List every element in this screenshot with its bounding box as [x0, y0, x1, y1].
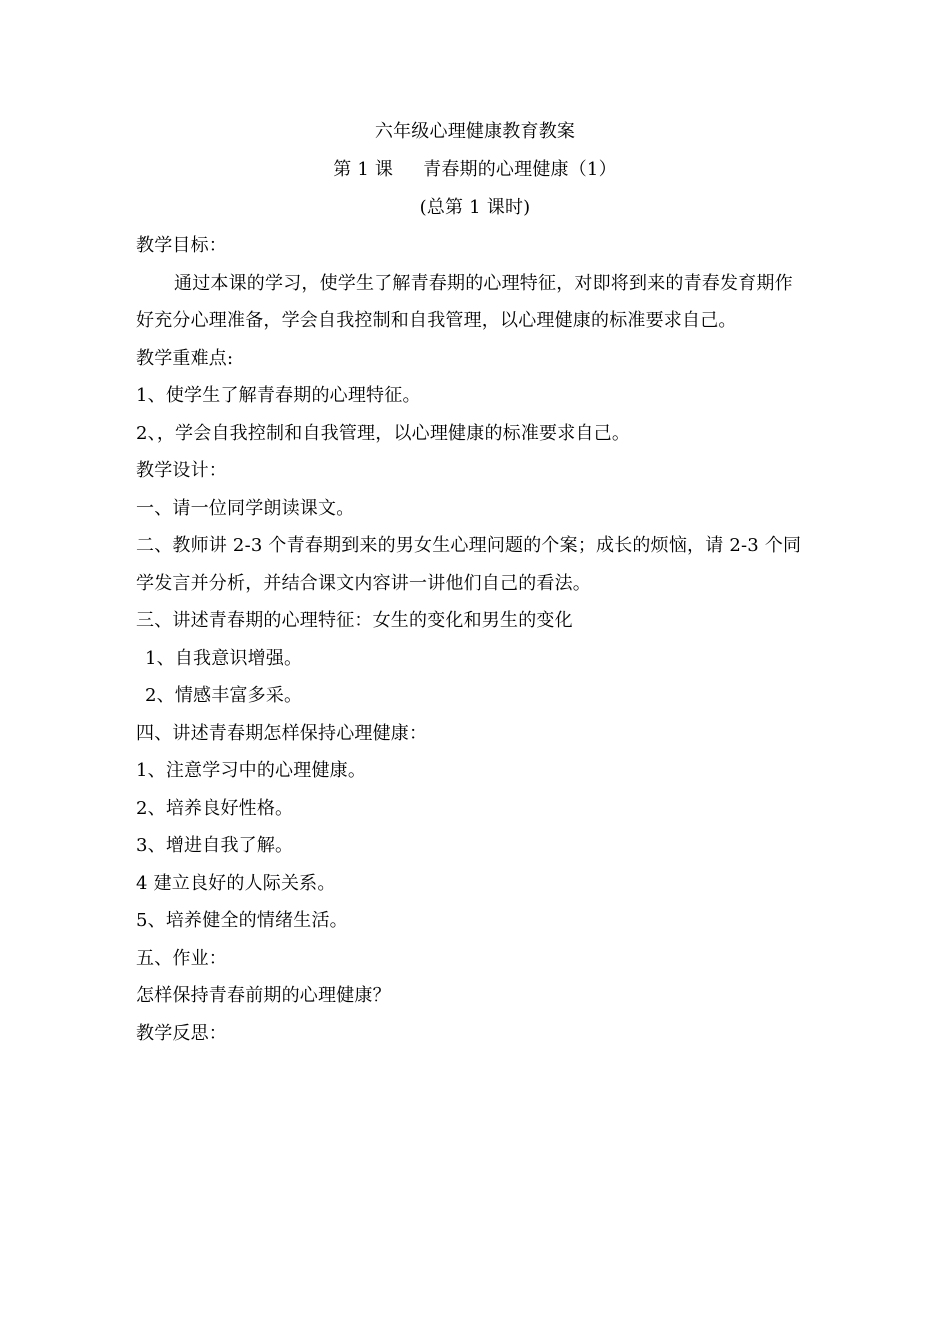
homework-question: 怎样保持青春前期的心理健康？ — [136, 985, 391, 1006]
list-item: 1、使学生了解青春期的心理特征。 — [136, 385, 421, 406]
list-item: 四、讲述青春期怎样保持心理健康： — [136, 723, 428, 744]
section-heading-key-points: 教学重难点: — [136, 348, 234, 369]
paragraph-line: 学发言并分析，并结合课文内容讲一讲他们自己的看法。 — [136, 573, 591, 594]
section-heading-objectives: 教学目标： — [136, 235, 227, 256]
lesson-number: 第 1 课 — [333, 159, 394, 180]
section-heading-homework: 五、作业： — [136, 948, 227, 969]
list-item: 1、注意学习中的心理健康。 — [136, 760, 367, 781]
list-item: 5、培养健全的情绪生活。 — [136, 910, 348, 931]
list-item: 三、讲述青春期的心理特征：女生的变化和男生的变化 — [136, 610, 573, 631]
paragraph-line: 好充分心理准备，学会自我控制和自我管理，以心理健康的标准要求自己。 — [136, 310, 737, 331]
section-heading-design: 教学设计： — [136, 460, 227, 481]
list-item: 一、请一位同学朗读课文。 — [136, 498, 355, 519]
paragraph-line: 通过本课的学习，使学生了解青春期的心理特征，对即将到来的青春发育期作 — [174, 273, 793, 294]
lesson-title: 青春期的心理健康（1） — [423, 159, 617, 180]
section-heading-reflection: 教学反思： — [136, 1023, 227, 1044]
list-item: 2、情感丰富多采。 — [145, 685, 303, 706]
list-item: 1、自我意识增强。 — [145, 648, 303, 669]
list-item: 4 建立良好的人际关系。 — [136, 873, 336, 894]
list-item: 3、增进自我了解。 — [136, 835, 294, 856]
list-item: 2、，学会自我控制和自我管理，以心理健康的标准要求自己。 — [136, 423, 631, 444]
lesson-heading — [0, 158, 950, 182]
document-title: 六年级心理健康教育教案 — [374, 121, 576, 142]
list-item: 2、培养良好性格。 — [136, 798, 294, 819]
total-period: (总第 1 课时) — [419, 197, 531, 218]
paragraph-line: 二、教师讲 2-3 个青春期到来的男女生心理问题的个案；成长的烦恼，请 2-3 个同 — [136, 535, 802, 556]
